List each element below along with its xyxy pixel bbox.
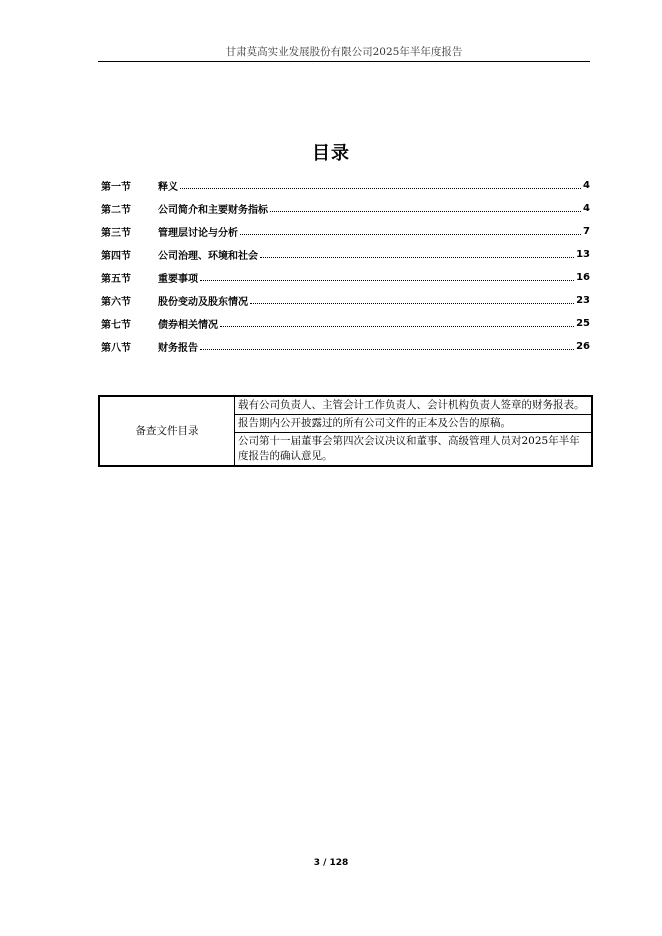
page-title: 目录 [312, 143, 350, 164]
toc-page-number: 25 [576, 318, 590, 329]
toc-section-number: 第二节 [101, 205, 131, 216]
toc-section-number: 第三节 [101, 228, 131, 239]
toc-section-title: 财务报告 [158, 343, 198, 354]
toc-entry[interactable] [101, 197, 590, 220]
toc-leader-dots [270, 211, 581, 212]
table-of-contents [101, 174, 590, 358]
toc-section-title: 公司简介和主要财务指标 [158, 205, 268, 216]
toc-page-number: 4 [583, 203, 590, 214]
toc-section-title: 债券相关情况 [158, 320, 218, 331]
toc-page-number: 23 [576, 295, 590, 306]
toc-leader-dots [250, 303, 574, 304]
toc-page-number: 7 [583, 226, 590, 237]
toc-entry[interactable] [101, 289, 590, 312]
toc-section-number: 第五节 [101, 274, 131, 285]
reference-document-item: 公司第十一届董事会第四次会议决议和董事、高级管理人员对2025年半年度报告的确认意见。 [235, 433, 593, 467]
toc-entry[interactable] [101, 335, 590, 358]
toc-section-title: 重要事项 [158, 274, 198, 285]
reference-documents-label: 备查文件目录 [99, 396, 235, 466]
toc-section-number: 第八节 [101, 343, 131, 354]
toc-leader-dots [200, 349, 574, 350]
toc-page-number: 4 [583, 180, 590, 191]
table-row [99, 396, 592, 415]
toc-leader-dots [180, 188, 581, 189]
reference-documents-table [98, 395, 593, 467]
toc-section-number: 第七节 [101, 320, 131, 331]
toc-section-title: 公司治理、环境和社会 [158, 251, 258, 262]
toc-leader-dots [260, 257, 574, 258]
reference-document-item: 载有公司负责人、主管会计工作负责人、会计机构负责人签章的财务报表。 [235, 396, 593, 415]
toc-entry[interactable] [101, 266, 590, 289]
toc-section-number: 第六节 [101, 297, 131, 308]
toc-section-number: 第一节 [101, 182, 131, 193]
toc-section-title: 股份变动及股东情况 [158, 297, 248, 308]
header-rule [98, 61, 590, 62]
running-header: 甘肃莫高实业发展股份有限公司2025年半年度报告 [225, 46, 463, 58]
toc-entry[interactable] [101, 220, 590, 243]
toc-entry[interactable] [101, 243, 590, 266]
toc-section-number: 第四节 [101, 251, 131, 262]
toc-leader-dots [240, 234, 581, 235]
toc-section-title: 管理层讨论与分析 [158, 228, 238, 239]
toc-entry[interactable] [101, 174, 590, 197]
toc-leader-dots [220, 326, 574, 327]
toc-leader-dots [200, 280, 574, 281]
toc-section-title: 释义 [158, 182, 178, 193]
toc-page-number: 16 [576, 272, 590, 283]
reference-document-item: 报告期内公开披露过的所有公司文件的正本及公告的原稿。 [235, 415, 593, 433]
page-number-footer: 3 / 128 [313, 858, 349, 868]
toc-page-number: 13 [576, 249, 590, 260]
toc-page-number: 26 [576, 341, 590, 352]
toc-entry[interactable] [101, 312, 590, 335]
